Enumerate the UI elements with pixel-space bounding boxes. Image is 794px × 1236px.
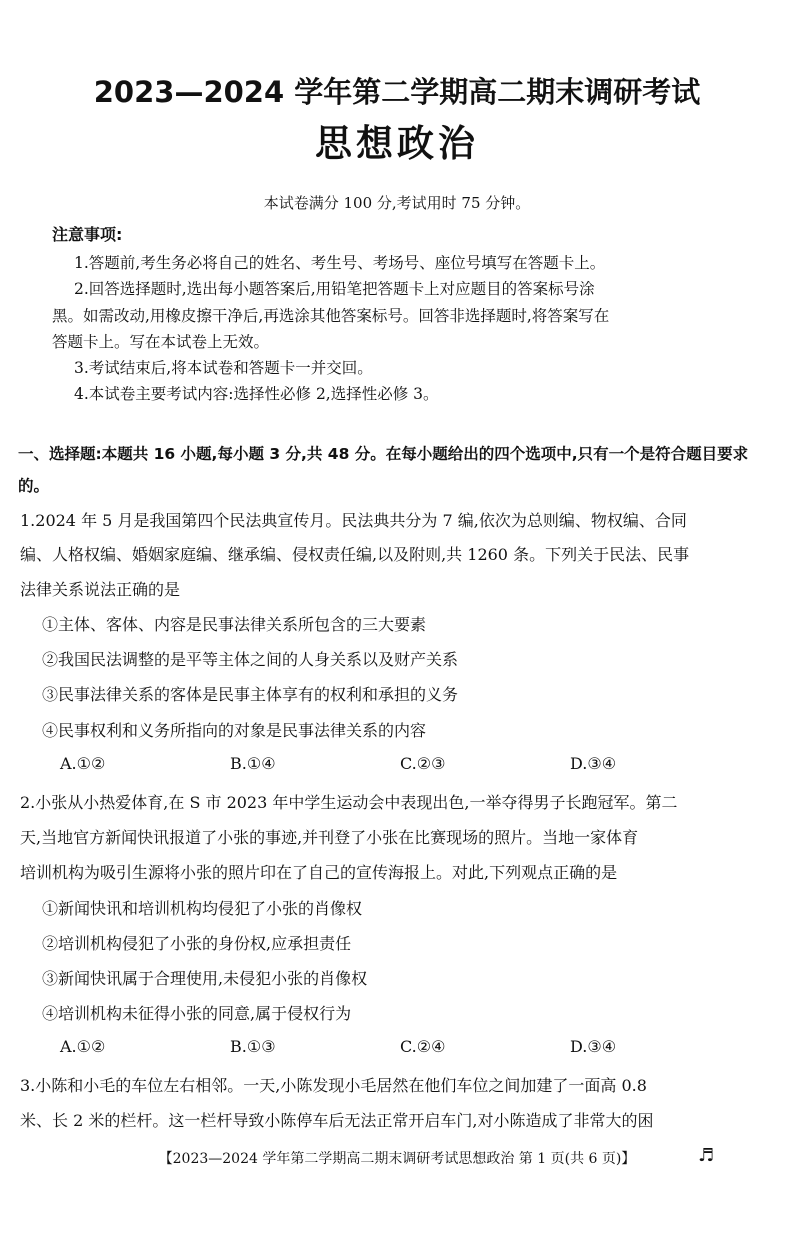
notice-line-5: 3.考试结束后,将本试卷和答题卡一并交回。 (74, 359, 373, 377)
q2-option-a[interactable]: A.①② (60, 1037, 106, 1056)
q1-stem-line-2: 编、人格权编、婚姻家庭编、继承编、侵权责任编,以及附则,共 1260 条。下列关于民法、民事 (20, 545, 690, 564)
notice-line-6: 4.本试卷主要考试内容:选择性必修 2,选择性必修 3。 (74, 385, 439, 403)
exam-info: 本试卷满分 100 分,考试用时 75 分钟。 (263, 194, 531, 212)
page-footer: 【2023—2024 学年第二学期高二期末调研考试思想政治 第 1 页(共 6 页)】 (158, 1151, 636, 1167)
q1-statement-3: ③民事法律关系的客体是民事主体享有的权利和承担的义务 (42, 685, 459, 704)
q2-stem-line-3: 培训机构为吸引生源将小张的照片印在了自己的宣传海报上。对此,下列观点正确的是 (20, 863, 618, 882)
q1-option-b[interactable]: B.①④ (230, 754, 276, 773)
q2-statement-1: ①新闻快讯和培训机构均侵犯了小张的肖像权 (42, 899, 363, 918)
q2-stem-line-1: 2.小张从小热爱体育,在 S 市 2023 年中学生运动会中表现出色,一举夺得男子长跑冠军。第二 (20, 793, 678, 812)
q1-options (60, 754, 680, 776)
q3-stem-line-2: 米、长 2 米的栏杆。这一栏杆导致小陈停车后无法正常开启车门,对小陈造成了非常大的困 (20, 1111, 654, 1130)
q1-option-c[interactable]: C.②③ (400, 754, 446, 773)
music-note-icon: ♬ (698, 1145, 715, 1166)
q1-stem-line-3: 法律关系说法正确的是 (20, 580, 181, 599)
section-heading: 一、选择题:本题共 16 小题,每小题 3 分,共 48 分。在每小题给出的四个选项中,只有一个是符合题目要求的。 (18, 445, 749, 495)
notice-line-4: 答题卡上。写在本试卷上无效。 (52, 333, 270, 351)
q1-statement-4: ④民事权利和义务所指向的对象是民事法律关系的内容 (42, 721, 427, 740)
q1-option-a[interactable]: A.①② (60, 754, 106, 773)
exam-title: 2023—2024 学年第二学期高二期末调研考试 (93, 75, 701, 109)
q2-options (60, 1037, 680, 1059)
q2-statement-2: ②培训机构侵犯了小张的身份权,应承担责任 (42, 934, 352, 953)
q2-statement-3: ③新闻快讯属于合理使用,未侵犯小张的肖像权 (42, 969, 368, 988)
q1-statement-1: ①主体、客体、内容是民事法律关系所包含的三大要素 (42, 615, 427, 634)
q1-option-d[interactable]: D.③④ (570, 754, 617, 773)
notice-line-3: 黑。如需改动,用橡皮擦干净后,再选涂其他答案标号。回答非选择题时,将答案写在 (52, 307, 610, 325)
notice-heading: 注意事项: (52, 225, 123, 244)
notice-line-2: 2.回答选择题时,选出每小题答案后,用铅笔把答题卡上对应题目的答案标号涂 (74, 280, 595, 298)
q2-option-b[interactable]: B.①③ (230, 1037, 276, 1056)
notice-line-1: 1.答题前,考生务必将自己的姓名、考生号、考场号、座位号填写在答题卡上。 (74, 254, 606, 272)
q1-statement-2: ②我国民法调整的是平等主体之间的人身关系以及财产关系 (42, 650, 459, 669)
q2-statement-4: ④培训机构未征得小张的同意,属于侵权行为 (42, 1004, 352, 1023)
q1-stem-line-1: 1.2024 年 5 月是我国第四个民法典宣传月。民法典共分为 7 编,依次为总则编、物权编、合同 (20, 511, 687, 530)
q2-option-c[interactable]: C.②④ (400, 1037, 446, 1056)
q2-option-d[interactable]: D.③④ (570, 1037, 617, 1056)
q3-stem-line-1: 3.小陈和小毛的车位左右相邻。一天,小陈发现小毛居然在他们车位之间加建了一面高 0.8 (20, 1076, 647, 1095)
q2-stem-line-2: 天,当地官方新闻快讯报道了小张的事迹,并刊登了小张在比赛现场的照片。当地一家体育 (20, 828, 639, 847)
subject-title: 思想政治 (315, 122, 479, 165)
